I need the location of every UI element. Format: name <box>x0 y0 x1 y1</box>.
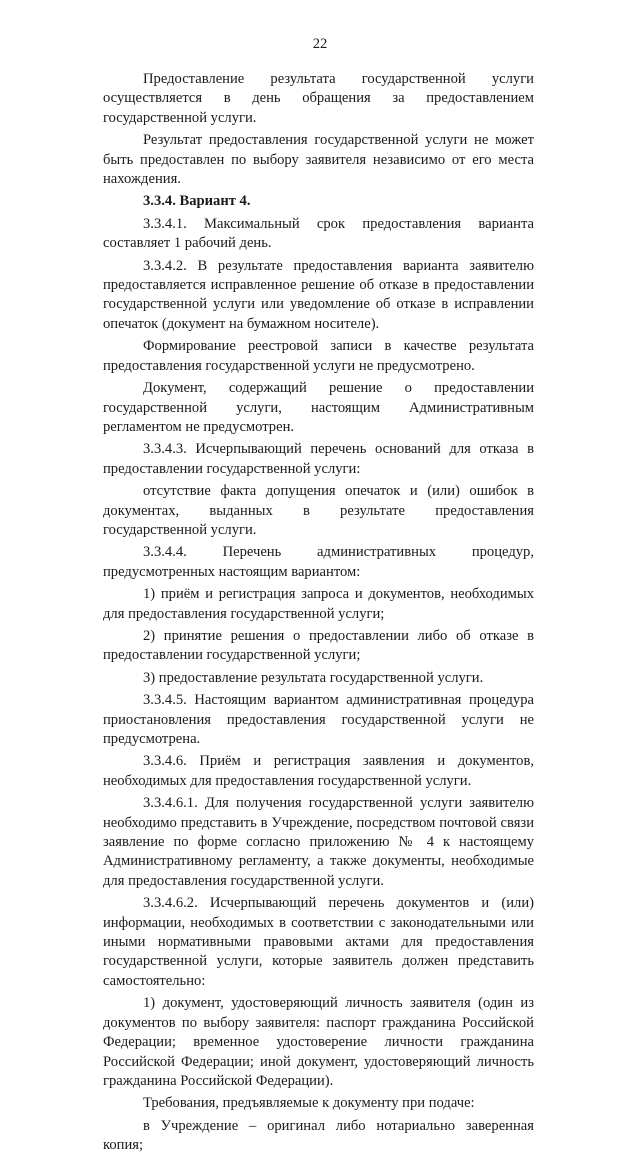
list-item: 1) приём и регистрация запроса и документов, необходимых для предоставления государственной услуги; <box>103 586 534 622</box>
paragraph: Результат предоставления государственной услуги не может быть предоставлен по выбору заявителя независимо от его места нахождения. <box>103 132 534 188</box>
paragraph: Предоставление результата государственной услуги осуществляется в день обращения за предоставлением государственной услуги. <box>103 71 534 126</box>
page-number: 22 <box>312 36 328 52</box>
paragraph: 3.3.4.6.2. Исчерпывающий перечень документов и (или) информации, необходимых в соответствии с законодательными или иными нормативными правовыми актами для предоставления государственной услуги, которые заявитель должен представить самостоятельно: <box>103 895 534 989</box>
paragraph: 3.3.4.1. Максимальный срок предоставления варианта составляет 1 рабочий день. <box>103 215 534 252</box>
paragraph: Формирование реестровой записи в качестве результата предоставления государственной услуги не предусмотрено. <box>103 338 534 374</box>
paragraph: 3.3.4.6.1. Для получения государственной услуги заявителю необходимо представить в Учреждение, посредством почтовой связи заявление по форме согласно приложению № 4 к настоящему Административному регламенту, а также документы, необходимые для предоставления государственной услуги. <box>103 795 534 889</box>
paragraph: в Учреждение – оригинал либо нотариально заверенная копия; <box>103 1117 534 1154</box>
paragraph: Документ, содержащий решение о предоставлении государственной услуги, настоящим Административным регламентом не предусмотрен. <box>103 380 534 435</box>
list-item: 1) документ, удостоверяющий личность заявителя (один из документов по выбору заявителя: паспорт гражданина Российской Федерации; временное удостоверение личности гражданина Российской Федерации; иной документ, удостоверяющий личность гражданина Российской Федерации). <box>103 995 534 1089</box>
paragraph: 3.3.4.5. Настоящим вариантом административная процедура приостановления предоставления государственной услуги не предусмотрена. <box>103 692 534 747</box>
paragraph: Требования, предъявляемые к документу при подаче: <box>143 1095 475 1112</box>
paragraph: 3.3.4.4. Перечень административных процедур, предусмотренных настоящим вариантом: <box>103 544 534 580</box>
paragraph: 3.3.4.6. Приём и регистрация заявления и документов, необходимых для предоставления государственной услуги. <box>103 753 534 789</box>
paragraph: отсутствие факта допущения опечаток и (или) ошибок в документах, выданных в результате предоставления государственной услуги. <box>103 483 534 538</box>
list-item: 3) предоставление результата государственной услуги. <box>143 669 484 686</box>
section-heading: 3.3.4. Вариант 4. <box>143 193 251 210</box>
paragraph: 3.3.4.2. В результате предоставления варианта заявителю предоставляется исправленное решение об отказе в предоставлении государственной услуги или уведомление об отказе в исправлении опечаток (документ на бумажном носителе). <box>103 257 534 332</box>
paragraph: 3.3.4.3. Исчерпывающий перечень оснований для отказа в предоставлении государственной услуги: <box>103 441 534 477</box>
list-item: 2) принятие решения о предоставлении либо об отказе в предоставлении государственной услуги; <box>103 627 534 664</box>
document-body <box>103 70 534 1159</box>
